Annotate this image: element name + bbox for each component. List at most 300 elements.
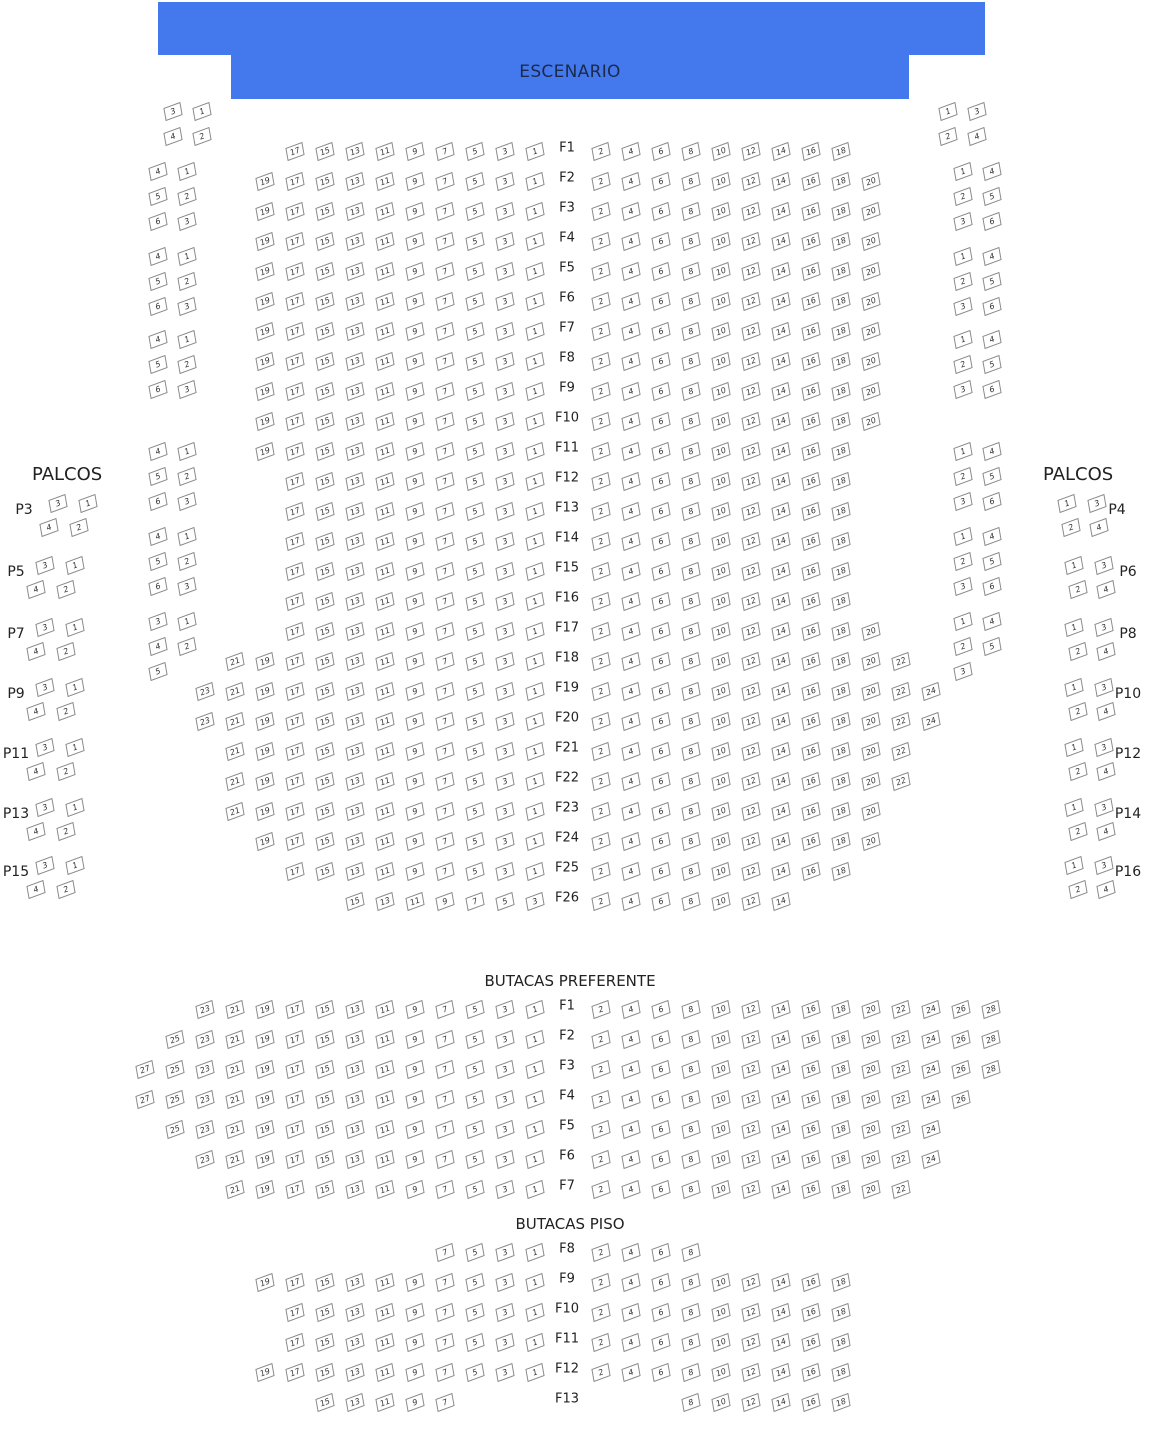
upper-seat-F23-19[interactable]: 19 — [255, 802, 274, 821]
upper-seat-F18-22[interactable]: 22 — [891, 652, 910, 671]
upper-seat-F15-17[interactable]: 17 — [285, 562, 304, 581]
side-right-seat-15-a[interactable]: 2 — [953, 552, 972, 571]
upper-seat-F5-14[interactable]: 14 — [771, 262, 790, 281]
box-P3-seat-4[interactable]: 4 — [39, 518, 58, 537]
upper-seat-F25-5[interactable]: 5 — [465, 862, 484, 881]
preferente-seat-F6-22[interactable]: 22 — [891, 1150, 910, 1169]
preferente-seat-F5-17[interactable]: 17 — [285, 1120, 304, 1139]
piso-seat-F8-2[interactable]: 2 — [591, 1243, 610, 1262]
preferente-seat-F5-23[interactable]: 23 — [195, 1120, 214, 1139]
side-right-seat-13-b[interactable]: 6 — [982, 492, 1001, 511]
upper-seat-F8-19[interactable]: 19 — [255, 352, 274, 371]
upper-seat-F20-22[interactable]: 22 — [891, 712, 910, 731]
upper-seat-F8-7[interactable]: 7 — [435, 352, 454, 371]
upper-seat-F4-9[interactable]: 9 — [405, 232, 424, 251]
preferente-seat-F1-21[interactable]: 21 — [225, 1000, 244, 1019]
upper-seat-F9-7[interactable]: 7 — [435, 382, 454, 401]
side-left-seat-0-b[interactable]: 1 — [192, 102, 211, 121]
upper-seat-F6-16[interactable]: 16 — [801, 292, 820, 311]
upper-seat-F12-16[interactable]: 16 — [801, 472, 820, 491]
side-right-seat-9-a[interactable]: 2 — [953, 355, 972, 374]
box-P13-seat-1[interactable]: 1 — [65, 798, 84, 817]
preferente-seat-F2-10[interactable]: 10 — [711, 1030, 730, 1049]
preferente-seat-F1-14[interactable]: 14 — [771, 1000, 790, 1019]
upper-seat-F5-10[interactable]: 10 — [711, 262, 730, 281]
upper-seat-F22-1[interactable]: 1 — [525, 772, 544, 791]
side-left-seat-9-b[interactable]: 2 — [177, 355, 196, 374]
preferente-seat-F3-13[interactable]: 13 — [345, 1060, 364, 1079]
upper-seat-F12-9[interactable]: 9 — [405, 472, 424, 491]
piso-seat-F11-14[interactable]: 14 — [771, 1333, 790, 1352]
upper-seat-F24-18[interactable]: 18 — [831, 832, 850, 851]
upper-seat-F8-12[interactable]: 12 — [741, 352, 760, 371]
box-P8-seat-2[interactable]: 2 — [1068, 642, 1087, 661]
upper-seat-F1-14[interactable]: 14 — [771, 142, 790, 161]
upper-seat-F2-19[interactable]: 19 — [255, 172, 274, 191]
preferente-seat-F7-13[interactable]: 13 — [345, 1180, 364, 1199]
upper-seat-F3-6[interactable]: 6 — [651, 202, 670, 221]
upper-seat-F14-5[interactable]: 5 — [465, 532, 484, 551]
upper-seat-F13-13[interactable]: 13 — [345, 502, 364, 521]
upper-seat-F2-16[interactable]: 16 — [801, 172, 820, 191]
upper-seat-F9-12[interactable]: 12 — [741, 382, 760, 401]
preferente-seat-F4-7[interactable]: 7 — [435, 1090, 454, 1109]
preferente-seat-F5-1[interactable]: 1 — [525, 1120, 544, 1139]
preferente-seat-F2-7[interactable]: 7 — [435, 1030, 454, 1049]
piso-seat-F12-17[interactable]: 17 — [285, 1363, 304, 1382]
upper-seat-F26-9[interactable]: 9 — [435, 892, 454, 911]
upper-seat-F21-8[interactable]: 8 — [681, 742, 700, 761]
upper-seat-F9-9[interactable]: 9 — [405, 382, 424, 401]
upper-seat-F3-3[interactable]: 3 — [495, 202, 514, 221]
upper-seat-F7-11[interactable]: 11 — [375, 322, 394, 341]
upper-seat-F6-6[interactable]: 6 — [651, 292, 670, 311]
preferente-seat-F7-3[interactable]: 3 — [495, 1180, 514, 1199]
upper-seat-F20-1[interactable]: 1 — [525, 712, 544, 731]
preferente-seat-F5-2[interactable]: 2 — [591, 1120, 610, 1139]
upper-seat-F25-1[interactable]: 1 — [525, 862, 544, 881]
preferente-seat-F6-14[interactable]: 14 — [771, 1150, 790, 1169]
upper-seat-F10-16[interactable]: 16 — [801, 412, 820, 431]
upper-seat-F13-11[interactable]: 11 — [375, 502, 394, 521]
preferente-seat-F5-15[interactable]: 15 — [315, 1120, 334, 1139]
preferente-seat-F1-3[interactable]: 3 — [495, 1000, 514, 1019]
upper-seat-F10-18[interactable]: 18 — [831, 412, 850, 431]
preferente-seat-F2-25[interactable]: 25 — [165, 1030, 184, 1049]
upper-seat-F11-16[interactable]: 16 — [801, 442, 820, 461]
upper-seat-F22-13[interactable]: 13 — [345, 772, 364, 791]
preferente-seat-F3-16[interactable]: 16 — [801, 1060, 820, 1079]
side-right-seat-17-b[interactable]: 4 — [982, 612, 1001, 631]
box-P14-seat-4[interactable]: 4 — [1096, 822, 1115, 841]
upper-seat-F21-11[interactable]: 11 — [375, 742, 394, 761]
upper-seat-F5-11[interactable]: 11 — [375, 262, 394, 281]
upper-seat-F9-14[interactable]: 14 — [771, 382, 790, 401]
upper-seat-F7-12[interactable]: 12 — [741, 322, 760, 341]
box-P4-seat-2[interactable]: 2 — [1061, 518, 1080, 537]
upper-seat-F14-16[interactable]: 16 — [801, 532, 820, 551]
upper-seat-F5-8[interactable]: 8 — [681, 262, 700, 281]
preferente-seat-F6-1[interactable]: 1 — [525, 1150, 544, 1169]
box-P7-seat-2[interactable]: 2 — [56, 642, 75, 661]
upper-seat-F2-13[interactable]: 13 — [345, 172, 364, 191]
upper-seat-F11-15[interactable]: 15 — [315, 442, 334, 461]
upper-seat-F6-14[interactable]: 14 — [771, 292, 790, 311]
upper-seat-F2-12[interactable]: 12 — [741, 172, 760, 191]
piso-seat-F12-19[interactable]: 19 — [255, 1363, 274, 1382]
upper-seat-F20-19[interactable]: 19 — [255, 712, 274, 731]
preferente-seat-F4-26[interactable]: 26 — [951, 1090, 970, 1109]
upper-seat-F2-4[interactable]: 4 — [621, 172, 640, 191]
preferente-seat-F7-1[interactable]: 1 — [525, 1180, 544, 1199]
upper-seat-F16-14[interactable]: 14 — [771, 592, 790, 611]
piso-seat-F13-15[interactable]: 15 — [315, 1393, 334, 1412]
preferente-seat-F3-11[interactable]: 11 — [375, 1060, 394, 1079]
upper-seat-F20-15[interactable]: 15 — [315, 712, 334, 731]
upper-seat-F2-14[interactable]: 14 — [771, 172, 790, 191]
upper-seat-F3-12[interactable]: 12 — [741, 202, 760, 221]
upper-seat-F4-3[interactable]: 3 — [495, 232, 514, 251]
upper-seat-F5-15[interactable]: 15 — [315, 262, 334, 281]
upper-seat-F15-18[interactable]: 18 — [831, 562, 850, 581]
upper-seat-F4-10[interactable]: 10 — [711, 232, 730, 251]
preferente-seat-F2-8[interactable]: 8 — [681, 1030, 700, 1049]
upper-seat-F1-2[interactable]: 2 — [591, 142, 610, 161]
upper-seat-F21-19[interactable]: 19 — [255, 742, 274, 761]
upper-seat-F1-6[interactable]: 6 — [651, 142, 670, 161]
upper-seat-F25-18[interactable]: 18 — [831, 862, 850, 881]
box-P16-seat-4[interactable]: 4 — [1096, 880, 1115, 899]
upper-seat-F19-24[interactable]: 24 — [921, 682, 940, 701]
upper-seat-F17-20[interactable]: 20 — [861, 622, 880, 641]
piso-seat-F9-7[interactable]: 7 — [435, 1273, 454, 1292]
box-P5-seat-2[interactable]: 2 — [56, 580, 75, 599]
upper-seat-F19-7[interactable]: 7 — [435, 682, 454, 701]
preferente-seat-F7-2[interactable]: 2 — [591, 1180, 610, 1199]
box-P13-seat-2[interactable]: 2 — [56, 822, 75, 841]
preferente-seat-F7-17[interactable]: 17 — [285, 1180, 304, 1199]
side-right-seat-0-a[interactable]: 1 — [938, 102, 957, 121]
upper-seat-F20-3[interactable]: 3 — [495, 712, 514, 731]
upper-seat-F8-1[interactable]: 1 — [525, 352, 544, 371]
upper-seat-F8-18[interactable]: 18 — [831, 352, 850, 371]
upper-seat-F2-6[interactable]: 6 — [651, 172, 670, 191]
upper-seat-F19-23[interactable]: 23 — [195, 682, 214, 701]
piso-seat-F11-4[interactable]: 4 — [621, 1333, 640, 1352]
preferente-seat-F5-6[interactable]: 6 — [651, 1120, 670, 1139]
preferente-seat-F2-14[interactable]: 14 — [771, 1030, 790, 1049]
upper-seat-F21-4[interactable]: 4 — [621, 742, 640, 761]
upper-seat-F20-5[interactable]: 5 — [465, 712, 484, 731]
upper-seat-F6-11[interactable]: 11 — [375, 292, 394, 311]
upper-seat-F24-16[interactable]: 16 — [801, 832, 820, 851]
preferente-seat-F5-24[interactable]: 24 — [921, 1120, 940, 1139]
preferente-seat-F3-4[interactable]: 4 — [621, 1060, 640, 1079]
upper-seat-F18-5[interactable]: 5 — [465, 652, 484, 671]
upper-seat-F22-20[interactable]: 20 — [861, 772, 880, 791]
upper-seat-F21-13[interactable]: 13 — [345, 742, 364, 761]
side-left-seat-6-b[interactable]: 2 — [177, 272, 196, 291]
upper-seat-F9-5[interactable]: 5 — [465, 382, 484, 401]
upper-seat-F12-7[interactable]: 7 — [435, 472, 454, 491]
upper-seat-F1-4[interactable]: 4 — [621, 142, 640, 161]
upper-seat-F9-2[interactable]: 2 — [591, 382, 610, 401]
piso-seat-F11-2[interactable]: 2 — [591, 1333, 610, 1352]
upper-seat-F5-19[interactable]: 19 — [255, 262, 274, 281]
preferente-seat-F2-1[interactable]: 1 — [525, 1030, 544, 1049]
side-left-seat-5-b[interactable]: 1 — [177, 247, 196, 266]
preferente-seat-F7-5[interactable]: 5 — [465, 1180, 484, 1199]
upper-seat-F26-10[interactable]: 10 — [711, 892, 730, 911]
upper-seat-F7-17[interactable]: 17 — [285, 322, 304, 341]
side-left-seat-18-a[interactable]: 4 — [148, 637, 167, 656]
upper-seat-F15-10[interactable]: 10 — [711, 562, 730, 581]
preferente-seat-F2-22[interactable]: 22 — [891, 1030, 910, 1049]
upper-seat-F11-13[interactable]: 13 — [345, 442, 364, 461]
upper-seat-F17-15[interactable]: 15 — [315, 622, 334, 641]
preferente-seat-F6-21[interactable]: 21 — [225, 1150, 244, 1169]
upper-seat-F10-15[interactable]: 15 — [315, 412, 334, 431]
upper-seat-F26-5[interactable]: 5 — [495, 892, 514, 911]
upper-seat-F21-2[interactable]: 2 — [591, 742, 610, 761]
box-P10-seat-4[interactable]: 4 — [1096, 702, 1115, 721]
upper-seat-F25-11[interactable]: 11 — [375, 862, 394, 881]
preferente-seat-F2-3[interactable]: 3 — [495, 1030, 514, 1049]
piso-seat-F9-6[interactable]: 6 — [651, 1273, 670, 1292]
upper-seat-F16-15[interactable]: 15 — [315, 592, 334, 611]
upper-seat-F8-13[interactable]: 13 — [345, 352, 364, 371]
preferente-seat-F1-20[interactable]: 20 — [861, 1000, 880, 1019]
piso-seat-F11-9[interactable]: 9 — [405, 1333, 424, 1352]
upper-seat-F5-6[interactable]: 6 — [651, 262, 670, 281]
side-right-seat-5-a[interactable]: 1 — [953, 247, 972, 266]
piso-seat-F8-6[interactable]: 6 — [651, 1243, 670, 1262]
side-left-seat-8-b[interactable]: 1 — [177, 330, 196, 349]
upper-seat-F22-9[interactable]: 9 — [405, 772, 424, 791]
piso-seat-F10-7[interactable]: 7 — [435, 1303, 454, 1322]
upper-seat-F13-1[interactable]: 1 — [525, 502, 544, 521]
upper-seat-F22-21[interactable]: 21 — [225, 772, 244, 791]
upper-seat-F9-19[interactable]: 19 — [255, 382, 274, 401]
side-right-seat-1-b[interactable]: 4 — [967, 127, 986, 146]
preferente-seat-F4-11[interactable]: 11 — [375, 1090, 394, 1109]
upper-seat-F17-6[interactable]: 6 — [651, 622, 670, 641]
upper-seat-F17-11[interactable]: 11 — [375, 622, 394, 641]
side-left-seat-17-a[interactable]: 3 — [148, 612, 167, 631]
upper-seat-F17-2[interactable]: 2 — [591, 622, 610, 641]
piso-seat-F11-8[interactable]: 8 — [681, 1333, 700, 1352]
upper-seat-F25-17[interactable]: 17 — [285, 862, 304, 881]
upper-seat-F24-14[interactable]: 14 — [771, 832, 790, 851]
side-left-seat-15-a[interactable]: 5 — [148, 552, 167, 571]
upper-seat-F15-16[interactable]: 16 — [801, 562, 820, 581]
upper-seat-F15-13[interactable]: 13 — [345, 562, 364, 581]
upper-seat-F12-2[interactable]: 2 — [591, 472, 610, 491]
box-P16-seat-2[interactable]: 2 — [1068, 880, 1087, 899]
box-P15-seat-3[interactable]: 3 — [35, 856, 54, 875]
upper-seat-F23-21[interactable]: 21 — [225, 802, 244, 821]
upper-seat-F20-17[interactable]: 17 — [285, 712, 304, 731]
box-P6-seat-1[interactable]: 1 — [1064, 556, 1083, 575]
preferente-seat-F1-23[interactable]: 23 — [195, 1000, 214, 1019]
upper-seat-F7-18[interactable]: 18 — [831, 322, 850, 341]
preferente-seat-F4-24[interactable]: 24 — [921, 1090, 940, 1109]
upper-seat-F10-17[interactable]: 17 — [285, 412, 304, 431]
preferente-seat-F3-12[interactable]: 12 — [741, 1060, 760, 1079]
piso-seat-F12-14[interactable]: 14 — [771, 1363, 790, 1382]
upper-seat-F3-2[interactable]: 2 — [591, 202, 610, 221]
upper-seat-F18-21[interactable]: 21 — [225, 652, 244, 671]
upper-seat-F26-6[interactable]: 6 — [651, 892, 670, 911]
preferente-seat-F6-6[interactable]: 6 — [651, 1150, 670, 1169]
piso-seat-F10-17[interactable]: 17 — [285, 1303, 304, 1322]
upper-seat-F22-14[interactable]: 14 — [771, 772, 790, 791]
upper-seat-F19-15[interactable]: 15 — [315, 682, 334, 701]
preferente-seat-F5-25[interactable]: 25 — [165, 1120, 184, 1139]
upper-seat-F8-3[interactable]: 3 — [495, 352, 514, 371]
upper-seat-F17-14[interactable]: 14 — [771, 622, 790, 641]
upper-seat-F9-6[interactable]: 6 — [651, 382, 670, 401]
upper-seat-F10-10[interactable]: 10 — [711, 412, 730, 431]
upper-seat-F16-5[interactable]: 5 — [465, 592, 484, 611]
upper-seat-F14-1[interactable]: 1 — [525, 532, 544, 551]
preferente-seat-F3-26[interactable]: 26 — [951, 1060, 970, 1079]
preferente-seat-F7-12[interactable]: 12 — [741, 1180, 760, 1199]
preferente-seat-F6-16[interactable]: 16 — [801, 1150, 820, 1169]
preferente-seat-F7-15[interactable]: 15 — [315, 1180, 334, 1199]
side-right-seat-7-b[interactable]: 6 — [982, 297, 1001, 316]
preferente-seat-F3-8[interactable]: 8 — [681, 1060, 700, 1079]
upper-seat-F7-10[interactable]: 10 — [711, 322, 730, 341]
preferente-seat-F7-19[interactable]: 19 — [255, 1180, 274, 1199]
preferente-seat-F2-19[interactable]: 19 — [255, 1030, 274, 1049]
upper-seat-F16-1[interactable]: 1 — [525, 592, 544, 611]
preferente-seat-F1-11[interactable]: 11 — [375, 1000, 394, 1019]
upper-seat-F6-18[interactable]: 18 — [831, 292, 850, 311]
upper-seat-F7-5[interactable]: 5 — [465, 322, 484, 341]
upper-seat-F26-7[interactable]: 7 — [465, 892, 484, 911]
piso-seat-F13-13[interactable]: 13 — [345, 1393, 364, 1412]
piso-seat-F9-14[interactable]: 14 — [771, 1273, 790, 1292]
upper-seat-F19-8[interactable]: 8 — [681, 682, 700, 701]
upper-seat-F18-1[interactable]: 1 — [525, 652, 544, 671]
upper-seat-F8-4[interactable]: 4 — [621, 352, 640, 371]
box-P8-seat-1[interactable]: 1 — [1064, 618, 1083, 637]
upper-seat-F21-14[interactable]: 14 — [771, 742, 790, 761]
box-P15-seat-4[interactable]: 4 — [26, 880, 45, 899]
upper-seat-F19-9[interactable]: 9 — [405, 682, 424, 701]
piso-seat-F12-16[interactable]: 16 — [801, 1363, 820, 1382]
upper-seat-F18-19[interactable]: 19 — [255, 652, 274, 671]
upper-seat-F24-13[interactable]: 13 — [345, 832, 364, 851]
upper-seat-F10-19[interactable]: 19 — [255, 412, 274, 431]
upper-seat-F8-20[interactable]: 20 — [861, 352, 880, 371]
upper-seat-F2-3[interactable]: 3 — [495, 172, 514, 191]
preferente-seat-F6-15[interactable]: 15 — [315, 1150, 334, 1169]
upper-seat-F22-4[interactable]: 4 — [621, 772, 640, 791]
upper-seat-F17-9[interactable]: 9 — [405, 622, 424, 641]
piso-seat-F12-11[interactable]: 11 — [375, 1363, 394, 1382]
upper-seat-F13-17[interactable]: 17 — [285, 502, 304, 521]
preferente-seat-F4-22[interactable]: 22 — [891, 1090, 910, 1109]
upper-seat-F18-20[interactable]: 20 — [861, 652, 880, 671]
upper-seat-F8-6[interactable]: 6 — [651, 352, 670, 371]
upper-seat-F14-2[interactable]: 2 — [591, 532, 610, 551]
preferente-seat-F4-27[interactable]: 27 — [135, 1090, 154, 1109]
preferente-seat-F4-17[interactable]: 17 — [285, 1090, 304, 1109]
upper-seat-F6-3[interactable]: 3 — [495, 292, 514, 311]
upper-seat-F19-22[interactable]: 22 — [891, 682, 910, 701]
side-right-seat-10-a[interactable]: 3 — [953, 380, 972, 399]
preferente-seat-F3-19[interactable]: 19 — [255, 1060, 274, 1079]
preferente-seat-F4-4[interactable]: 4 — [621, 1090, 640, 1109]
box-P16-seat-3[interactable]: 3 — [1094, 856, 1113, 875]
preferente-seat-F4-19[interactable]: 19 — [255, 1090, 274, 1109]
upper-seat-F20-18[interactable]: 18 — [831, 712, 850, 731]
upper-seat-F11-11[interactable]: 11 — [375, 442, 394, 461]
upper-seat-F2-2[interactable]: 2 — [591, 172, 610, 191]
upper-seat-F10-7[interactable]: 7 — [435, 412, 454, 431]
upper-seat-F4-1[interactable]: 1 — [525, 232, 544, 251]
preferente-seat-F1-6[interactable]: 6 — [651, 1000, 670, 1019]
upper-seat-F21-17[interactable]: 17 — [285, 742, 304, 761]
upper-seat-F2-8[interactable]: 8 — [681, 172, 700, 191]
side-left-seat-10-b[interactable]: 3 — [177, 380, 196, 399]
upper-seat-F21-9[interactable]: 9 — [405, 742, 424, 761]
piso-seat-F9-8[interactable]: 8 — [681, 1273, 700, 1292]
upper-seat-F22-3[interactable]: 3 — [495, 772, 514, 791]
preferente-seat-F2-21[interactable]: 21 — [225, 1030, 244, 1049]
preferente-seat-F6-5[interactable]: 5 — [465, 1150, 484, 1169]
piso-seat-F11-12[interactable]: 12 — [741, 1333, 760, 1352]
preferente-seat-F4-14[interactable]: 14 — [771, 1090, 790, 1109]
upper-seat-F2-5[interactable]: 5 — [465, 172, 484, 191]
preferente-seat-F7-16[interactable]: 16 — [801, 1180, 820, 1199]
upper-seat-F19-13[interactable]: 13 — [345, 682, 364, 701]
piso-seat-F13-9[interactable]: 9 — [405, 1393, 424, 1412]
side-right-seat-18-b[interactable]: 5 — [982, 637, 1001, 656]
side-right-seat-4-a[interactable]: 3 — [953, 212, 972, 231]
upper-seat-F2-15[interactable]: 15 — [315, 172, 334, 191]
piso-seat-F13-11[interactable]: 11 — [375, 1393, 394, 1412]
upper-seat-F18-16[interactable]: 16 — [801, 652, 820, 671]
upper-seat-F5-4[interactable]: 4 — [621, 262, 640, 281]
side-left-seat-13-b[interactable]: 3 — [177, 492, 196, 511]
upper-seat-F5-20[interactable]: 20 — [861, 262, 880, 281]
upper-seat-F5-16[interactable]: 16 — [801, 262, 820, 281]
upper-seat-F12-14[interactable]: 14 — [771, 472, 790, 491]
upper-seat-F9-17[interactable]: 17 — [285, 382, 304, 401]
preferente-seat-F4-10[interactable]: 10 — [711, 1090, 730, 1109]
upper-seat-F8-14[interactable]: 14 — [771, 352, 790, 371]
piso-seat-F9-9[interactable]: 9 — [405, 1273, 424, 1292]
upper-seat-F7-6[interactable]: 6 — [651, 322, 670, 341]
upper-seat-F24-1[interactable]: 1 — [525, 832, 544, 851]
upper-seat-F11-3[interactable]: 3 — [495, 442, 514, 461]
preferente-seat-F5-16[interactable]: 16 — [801, 1120, 820, 1139]
preferente-seat-F2-23[interactable]: 23 — [195, 1030, 214, 1049]
box-P8-seat-4[interactable]: 4 — [1096, 642, 1115, 661]
piso-seat-F11-17[interactable]: 17 — [285, 1333, 304, 1352]
box-P5-seat-4[interactable]: 4 — [26, 580, 45, 599]
upper-seat-F26-4[interactable]: 4 — [621, 892, 640, 911]
upper-seat-F18-13[interactable]: 13 — [345, 652, 364, 671]
upper-seat-F19-1[interactable]: 1 — [525, 682, 544, 701]
upper-seat-F25-2[interactable]: 2 — [591, 862, 610, 881]
upper-seat-F15-4[interactable]: 4 — [621, 562, 640, 581]
preferente-seat-F1-17[interactable]: 17 — [285, 1000, 304, 1019]
upper-seat-F19-5[interactable]: 5 — [465, 682, 484, 701]
